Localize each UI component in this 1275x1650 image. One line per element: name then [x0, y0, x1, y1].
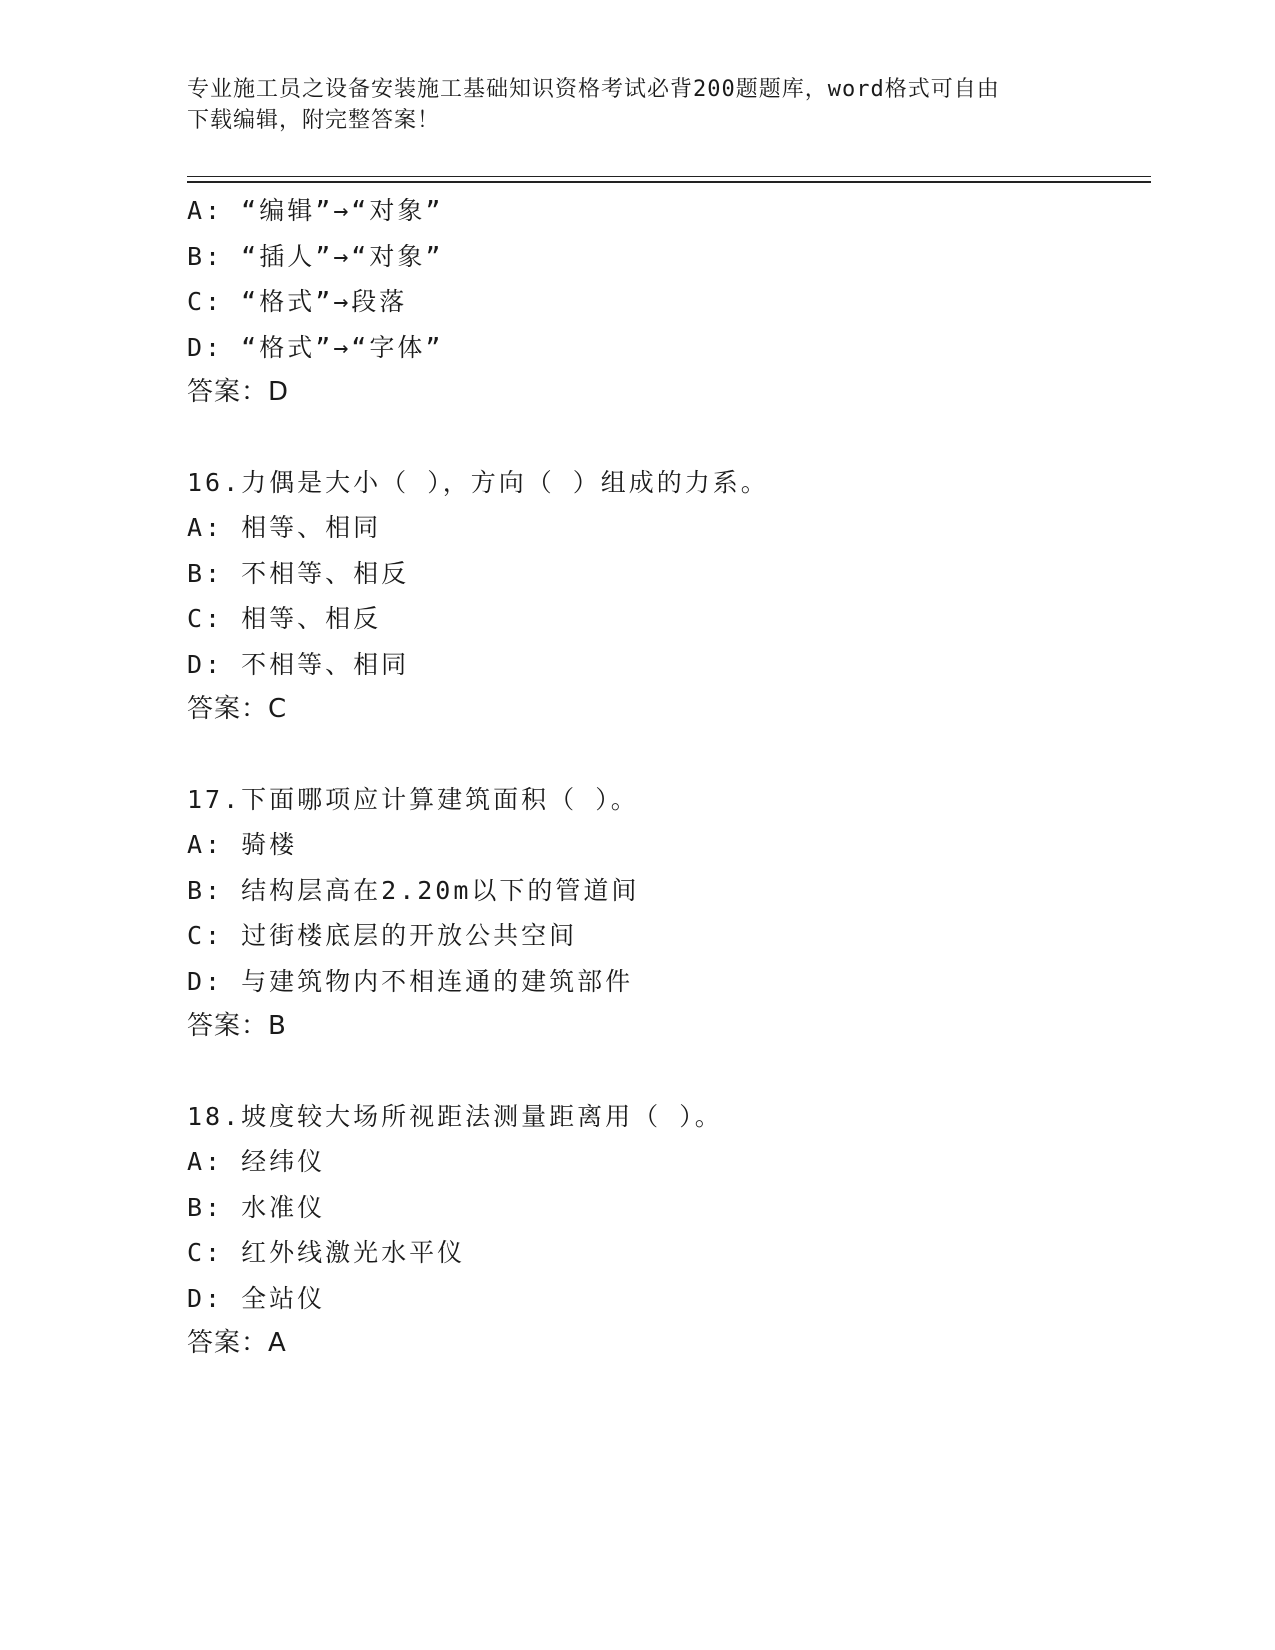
option-a: A: “编辑”→“对象”: [187, 196, 444, 225]
answer: 答案：D: [187, 377, 290, 407]
option-d: D: 全站仪: [187, 1283, 326, 1313]
header-divider-thick: [187, 181, 1151, 183]
header-line-1: 专业施工员之设备安装施工基础知识资格考试必背200题题库，word格式可自由: [187, 77, 1000, 102]
option-d: D: “格式”→“字体”: [187, 332, 444, 362]
option-b: B: 结构层高在2.20m以下的管道间: [187, 875, 640, 905]
question-block-18: [187, 1094, 1147, 1367]
answer: 答案：B: [187, 1011, 287, 1041]
option-d: D: 不相等、相同: [187, 649, 410, 679]
question-text: 18.坡度较大场所视距法测量距离用（ ）。: [187, 1101, 723, 1131]
option-c: C: 红外线激光水平仪: [187, 1238, 466, 1267]
option-a: A: 骑楼: [187, 830, 298, 859]
option-b: B: 水准仪: [187, 1192, 326, 1222]
answer: 答案：A: [187, 1328, 287, 1358]
document-header: [187, 74, 1087, 136]
spacer: [187, 733, 1147, 777]
header-divider-thin: [187, 176, 1151, 177]
option-c: C: 相等、相反: [187, 604, 382, 633]
option-b: B: “插人”→“对象”: [187, 241, 444, 271]
option-b: B: 不相等、相反: [187, 558, 410, 588]
spacer: [187, 1050, 1147, 1094]
question-text: 17.下面哪项应计算建筑面积（ ）。: [187, 784, 639, 814]
header-line-2: 下载编辑，附完整答案！: [187, 108, 441, 133]
option-c: C: “格式”→段落: [187, 287, 408, 316]
option-d: D: 与建筑物内不相连通的建筑部件: [187, 966, 634, 996]
question-block-16: [187, 460, 1147, 733]
answer: 答案：C: [187, 694, 288, 724]
option-c: C: 过街楼底层的开放公共空间: [187, 921, 578, 950]
option-a: A: 经纬仪: [187, 1147, 326, 1176]
question-list: [187, 188, 1147, 1367]
question-text: 16.力偶是大小（ ），方向（ ）组成的力系。: [187, 467, 769, 497]
question-block-17: [187, 777, 1147, 1050]
spacer: [187, 416, 1147, 460]
question-block-15: [187, 188, 1147, 416]
option-a: A: 相等、相同: [187, 513, 382, 542]
